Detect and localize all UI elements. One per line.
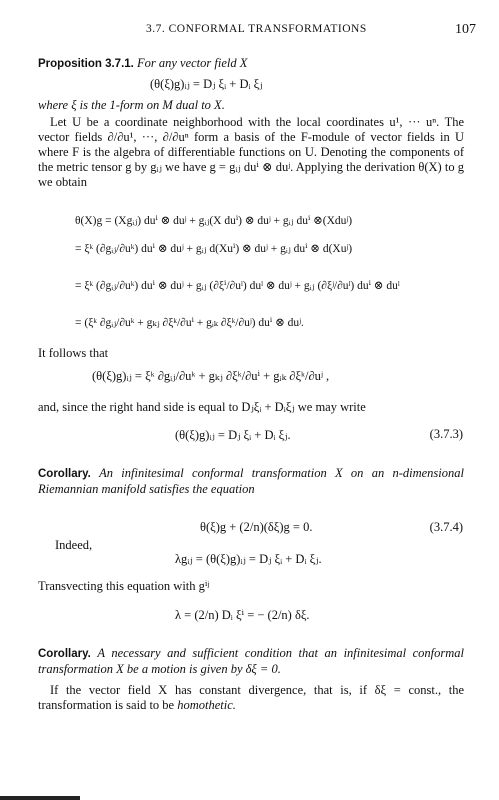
indeed-text: Indeed,: [55, 538, 93, 552]
corollary-2-label: Corollary.: [38, 648, 91, 660]
page-number: 107: [455, 22, 476, 37]
corollary-1-statement: An infinitesimal conformal transformation X on an n-dimensional Riemannian manifold satisfies the equation: [38, 466, 464, 496]
page-header: [0, 23, 499, 41]
corollary-2: [38, 646, 464, 677]
derivation-line-4: = (ξᵏ ∂gᵢⱼ/∂uᵏ + gₖⱼ ∂ξᵏ/∂uⁱ + gᵢₖ ∂ξᵏ/∂uʲ) duⁱ ⊗ duʲ.: [75, 317, 304, 329]
final-equation: (θ(ξ)g)ᵢⱼ = Dⱼ ξᵢ + Dᵢ ξⱼ.: [175, 428, 291, 442]
proof-paragraph: Let U be a coordinate neighborhood with the local coordinates u¹, ··· uⁿ. The vector fields ∂/∂u¹, ···, ∂/∂uⁿ form a basis of the F-module of vector fields in U where F is the algebra of differentiable functions on U. Denoting the components of the metric tensor g by gᵢⱼ we have g = gᵢⱼ duⁱ ⊗ duʲ. Applying the derivation θ(X) to g we obtain: [38, 115, 464, 189]
proposition-heading: [38, 56, 464, 72]
since-text: and, since the right hand side is equal to Dⱼξᵢ + Dᵢξⱼ we may write: [38, 400, 366, 414]
equation-number-3-7-3: (3.7.3): [429, 427, 463, 441]
proposition-statement: For any vector field X: [136, 56, 248, 70]
corollary-2-statement: A necessary and sufficient condition that an infinitesimal conformal transformation X be a motion is given by δξ = 0.: [38, 646, 464, 676]
proposition-label: Proposition 3.7.1.: [38, 58, 134, 70]
corollary-1-equation: θ(ξ)g + (2/n)(δξ)g = 0.: [200, 520, 313, 534]
equation-number-3-7-4: (3.7.4): [429, 520, 463, 534]
follows-equation: (θ(ξ)g)ᵢⱼ = ξᵏ ∂gᵢⱼ/∂uᵏ + gₖⱼ ∂ξᵏ/∂uⁱ + gᵢₖ ∂ξᵏ/∂uʲ ,: [92, 369, 330, 383]
it-follows-text: It follows that: [38, 346, 109, 360]
derivation-line-3: = ξᵏ (∂gᵢⱼ/∂uᵏ) duⁱ ⊗ duʲ + gᵢⱼ (∂ξⁱ/∂uˡ) duˡ ⊗ duʲ + gᵢⱼ (∂ξʲ/∂uˡ) duⁱ ⊗ duˡ: [75, 280, 400, 292]
running-title: 3.7. CONFORMAL TRANSFORMATIONS: [146, 23, 367, 35]
corollary-1: [38, 466, 464, 497]
proposition-equation: (θ(ξ)g)ᵢⱼ = Dⱼ ξᵢ + Dᵢ ξⱼ: [150, 77, 263, 91]
proposition-where: where ξ is the 1-form on M dual to X.: [38, 98, 225, 112]
indeed-equation: λgᵢⱼ = (θ(ξ)g)ᵢⱼ = Dⱼ ξᵢ + Dᵢ ξⱼ.: [175, 552, 322, 566]
homothetic-text: If the vector field X has constant divergence, that is, if δξ = const., the transformation is said to be: [38, 683, 464, 712]
homothetic-term: homothetic.: [177, 698, 236, 712]
derivation-line-2: = ξᵏ (∂gᵢⱼ/∂uᵏ) duⁱ ⊗ duʲ + gᵢⱼ d(Xuⁱ) ⊗ duʲ + gᵢⱼ duⁱ ⊗ d(Xuʲ): [75, 243, 353, 255]
page-edge-mark: [0, 796, 80, 800]
lambda-equation: λ = (2/n) Dᵢ ξⁱ = − (2/n) δξ.: [175, 608, 310, 622]
transvecting-text: Transvecting this equation with gⁱʲ: [38, 579, 210, 593]
derivation-line-1: θ(X)g = (Xgᵢⱼ) duⁱ ⊗ duʲ + gᵢⱼ(X duⁱ) ⊗ duʲ + gᵢⱼ duⁱ ⊗(Xduʲ): [75, 215, 353, 227]
corollary-1-label: Corollary.: [38, 468, 91, 480]
homothetic-paragraph: [38, 683, 464, 713]
